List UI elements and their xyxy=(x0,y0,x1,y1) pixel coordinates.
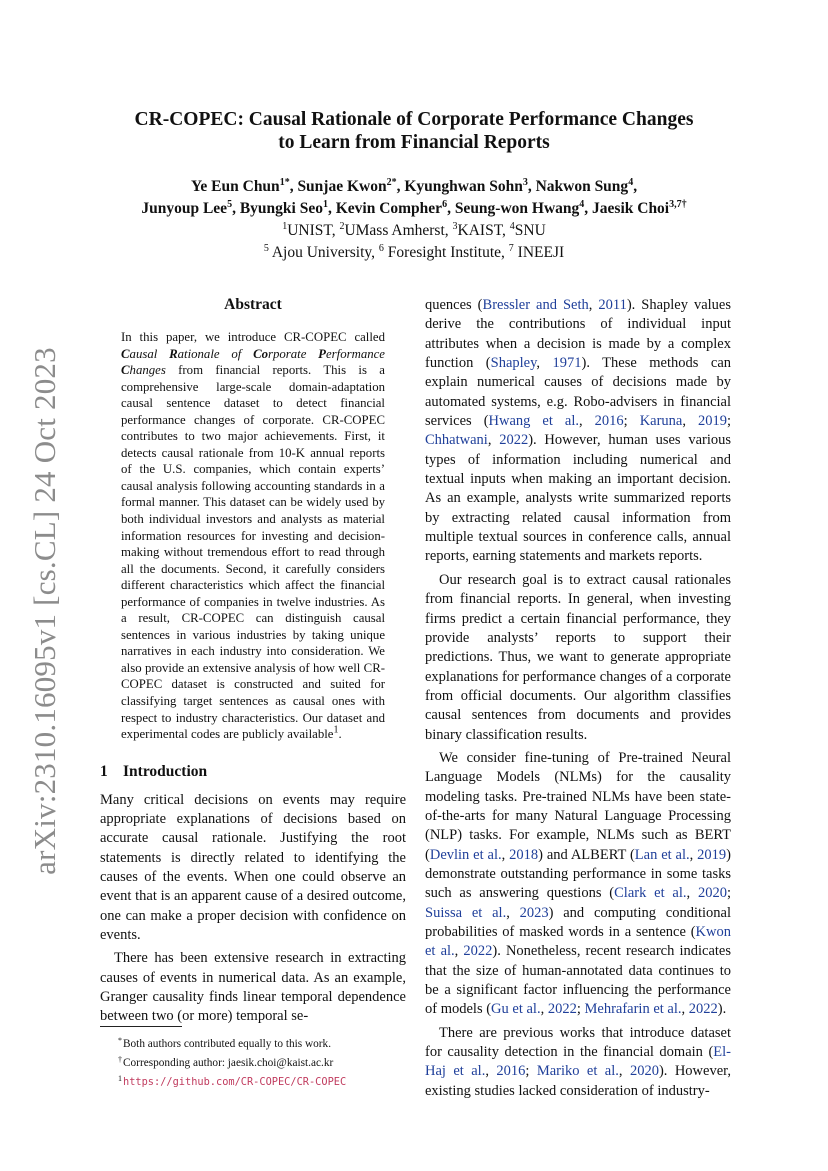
paper-title xyxy=(100,108,728,154)
affiliation-line: $^5$ Ajou University, $^6$ Foresight Institute, $^7$ INEEJI xyxy=(263,242,565,261)
body-paragraph: Many critical decisions on events may require appropriate explanations of decisions based on accurate causal rationale. Justifying the root statements is directly related to identifying the causes of the events. When one could observe an event that is an apparent cause of a desired outcome, one can make a proper decision with confidence on events. xyxy=(100,791,406,944)
affiliation-line: $^1$UNIST, $^2$UMass Amherst, $^3$KAIST, $^4$SNU xyxy=(282,220,546,239)
footnote-rule xyxy=(100,1026,182,1027)
footnote-mark: † xyxy=(118,1055,122,1064)
footnote-text: Both authors contributed equally to this work. xyxy=(123,1038,332,1050)
author-line: Junyoup Lee$^5$, Byungki Seo$^1$, Kevin Compher$^6$, Seung-won Hwang$^4$, Jaesik Choi$^{3,7\dagger}$ xyxy=(141,198,687,217)
author-line: Ye Eun Chun$^{1*}$, Sunjae Kwon$^{2*}$, Kyunghwan Sohn$^3$, Nakwon Sung$^4$, xyxy=(190,176,638,195)
abstract-heading: Abstract xyxy=(224,296,282,313)
footnote-text: Corresponding author: jaesik.choi@kaist.ac.kr xyxy=(123,1057,334,1069)
body-paragraph: There are previous works that introduce dataset for causality detection in the financial domain (El-Haj et al., 2016; Mariko et al., 2020). However, existing studies lacked consideration of industry- xyxy=(425,1024,732,1099)
arxiv-stamp-text: arXiv:2310.16095v1 [cs.CL] 24 Oct 2023 xyxy=(27,347,63,875)
footnote xyxy=(100,1052,410,1071)
footnote-mark: * xyxy=(118,1036,122,1045)
footnote xyxy=(100,1071,410,1090)
title-line: CR-COPEC: Causal Rationale of Corporate Performance Changes xyxy=(134,109,694,130)
body-paragraph: We consider fine-tuning of Pre-trained Neural Language Models (NLMs) for the causality modeling tasks. Pre-trained NLMs have been state-of-the-arts for many Natural Language Processing (NLP) tasks. For example, NLMs such as BERT (Devlin et al., 2018) and ALBERT (Lan et al., 2019) demonstrate outstanding performance in some tasks such as answering questions (Clark et al., 2020; Suissa et al., 2023) and computing conditional probabilities of masked words in a sentence (Kwon et al., 2022). Nonetheless, recent research indicates that the size of human-annotated data continues to be a significant factor influencing the performance of models (Gu et al., 2022; Mehrafarin et al., 2022). xyxy=(425,749,732,1018)
title-line: to Learn from Financial Reports xyxy=(278,132,550,153)
footnote xyxy=(100,1033,410,1052)
author-list xyxy=(100,176,728,220)
right-column xyxy=(425,296,731,1101)
body-paragraph: There has been extensive research in extracting causes of events in numerical data. As an example, Granger causality finds linear temporal dependence between two (or more) temporal se- xyxy=(100,950,406,1025)
affiliations xyxy=(100,220,728,263)
footnotes xyxy=(100,1026,410,1090)
section-heading xyxy=(100,763,406,781)
body-paragraph: quences (Bressler and Seth, 2011). Shapley values derive the contributions of individual input attributes when a decision is made by a complex function (Shapley, 1971). These methods can explain numerical causes of decisions made by automated systems, e.g. Robo-advisers in financial services (Hwang et al., 2016; Karuna, 2019; Chhatwani, 2022). However, human uses various types of information including numerical and textual inputs when making an important decision. As an example, analysts write summarized reports by extracting related causal information from multiple textual sources in conference calls, annual reports, earning statements and markets reports. xyxy=(425,297,732,565)
left-column xyxy=(100,296,406,1027)
footnote-url-link[interactable]: https://github.com/CR-COPEC/CR-COPEC xyxy=(123,1076,347,1088)
section-title: Introduction xyxy=(123,762,208,780)
footnote-mark: 1 xyxy=(118,1074,122,1083)
arxiv-stamp xyxy=(24,347,66,875)
abstract-text: In this paper, we introduce CR-COPEC called Causal Rationale of Corporate Performance Changes from financial reports. This is a comprehensive large-scale domain-adaptation causal sentence dataset to detect financial performance changes of corporate. CR-COPEC contributes to two major achievements. First, it detects causal rationale from 10-K annual reports of the U.S. companies, which contain experts’ causal analysis following accounting standards in a formal manner. This dataset can be widely used by both individual investors and analysts as material information resources for investing and decision-making without tremendous effort to read through all the documents. Second, it carefully considers different characteristics which affect the financial performance of companies in twelve industries. As a result, CR-COPEC can distinguish causal sentences in various industries by taking unique narratives in each industry into consideration. We also provide an extensive analysis of how well CR-COPEC dataset is constructed and suited for classifying target sentences as causal ones with respect to industry characteristics. Our dataset and experimental codes are publicly available$^1$. xyxy=(121,330,385,742)
body-paragraph: Our research goal is to extract causal rationales from financial reports. In general, when investing firms predict a certain financial performance, they provide analysts’ reports to support their predictions. Thus, we want to generate appropriate explanations for performance changes of a corporate from official documents. Our algorithm classifies causal sentences from documents and provides binary classification results. xyxy=(425,571,731,743)
section-number: 1 xyxy=(100,762,108,780)
